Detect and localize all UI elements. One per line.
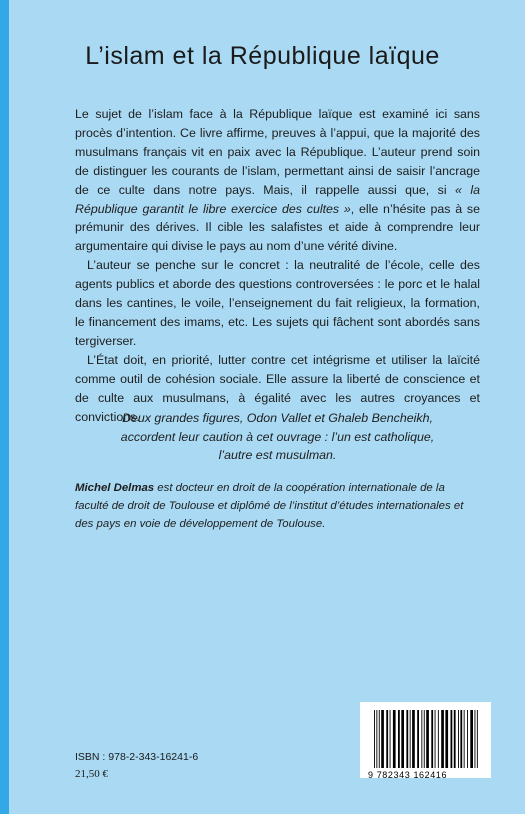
author-bio-text: est docteur en droit de la coopération internationale de la faculté de droit de Toulouse et diplômé de l’institut d’études internationales et des pays en voie de développement de Toulouse. — [75, 482, 464, 530]
quote-line: l’autre est musulman. — [218, 448, 337, 462]
paragraph-1-end: , elle n’hésite pas à se prémunir des dérives. Il cible les salafistes et aide à comprendre leur argumentaire qui divise le pays au nom d’une vérité divine. — [75, 201, 480, 254]
paragraph-1 — [75, 105, 480, 256]
author-bio — [75, 479, 480, 533]
back-cover-text — [75, 105, 480, 426]
paragraph-1-quote: « la République garantit le libre exercice des cultes » — [75, 182, 481, 216]
paragraph-2: L’auteur se penche sur le concret : la neutralité de l’école, celle des agents publics et aborde des questions controversées : le porc et le halal dans les cantines, le voile, l’enseignement du fait religieux, la formation, le financement des imams, etc. Les sujets qui fâchent sont abordés sans tergiverser. — [75, 258, 480, 348]
price-label: 21,50 € — [75, 768, 108, 780]
endorsement-quote — [75, 409, 480, 465]
quote-line: accordent leur caution à cet ouvrage : l’un est catholique, — [120, 429, 435, 444]
paragraph-1-start: Le sujet de l’islam face à la République laïque est examiné ici sans procès d’intention. Ce livre affirme, preuves à l’appui, que la majorité des musulmans français vit en paix avec la République. L’auteur prend soin de distinguer les courants de l’islam, permettant ainsi de saisir l’ancrage de ce culte dans notre pays. Mais, il rappelle aussi que, si — [75, 107, 480, 197]
paragraph-3: L’État doit, en priorité, lutter contre cet intégrisme et utiliser la laïcité comme outil de cohésion sociale. Elle assure la liberté de conscience et de culte aux musulmans, à égalité avec les autres croyances et convictions. — [75, 352, 480, 424]
isbn-label: ISBN : 978-2-343-16241-6 — [75, 751, 199, 763]
book-title: L’islam et la République laïque — [85, 42, 440, 70]
spine-stripe — [0, 0, 9, 814]
author-name: Michel Delmas — [75, 482, 155, 494]
barcode-bars — [368, 710, 485, 770]
barcode-digits: 9 782343 162416 — [368, 770, 448, 780]
barcode — [360, 702, 491, 778]
quote-line: Deux grandes figures, Odon Vallet et Ghaleb Bencheikh, — [122, 411, 433, 425]
